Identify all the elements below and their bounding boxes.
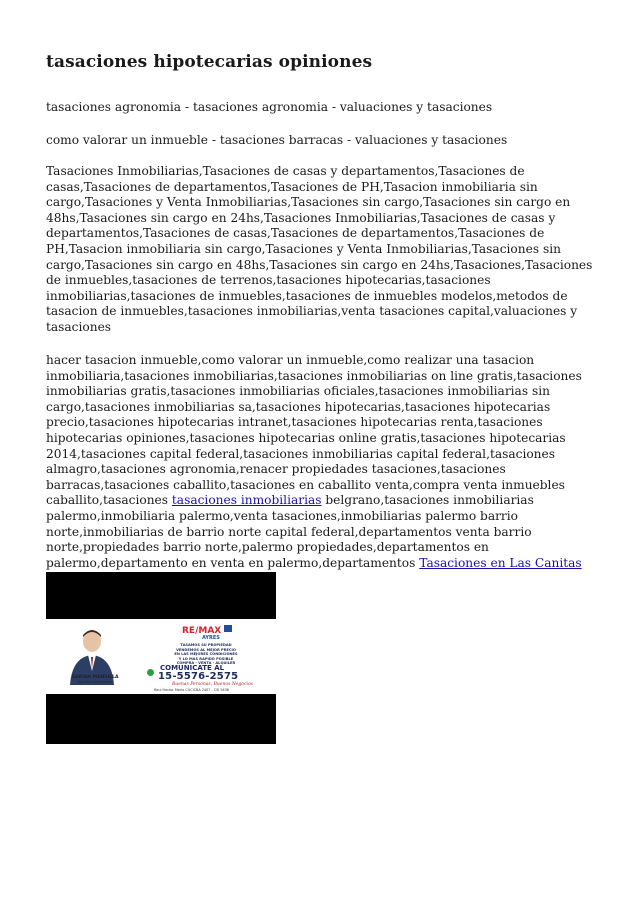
- paragraph-agronomia: tasaciones agronomia - tasaciones agronomia - valuaciones y tasaciones: [46, 100, 493, 114]
- ad-line: EN LAS MEJORES CONDICIONES: [174, 652, 238, 657]
- ad-line: Y LO MAS RAPIDO POSIBLE: [178, 656, 234, 661]
- paragraph-text: hacer tasacion inmueble,como valorar un inmueble,como realizar una tasacion inmobiliaria,tasaciones inmobiliarias,tasaciones inmobiliarias on line gratis,tasaciones inmobiliarias gratis,tasaciones inmobiliarias oficiales,tasaciones inmobiliarias sin cargo,tasaciones inmobiliarias sa,tasaciones hipotecarias,tasaciones hipotecarias precio,tasaciones hipotecarias intranet,tasaciones hipotecarias renta,tasaciones hipotecarias opiniones,tasaciones hipotecarias online gratis,tasaciones hipotecarias 2014,tasaciones capital federal,tasaciones inmobiliarias capital federal,tasaciones almagro,tasaciones agronomia,renacer propiedades tasaciones,tasaciones barracas,tasaciones caballito,tasaciones en caballito venta,compra venta inmuebles caballito,tasaciones: [46, 353, 582, 508]
- advertisement-image[interactable]: [46, 572, 276, 744]
- ad-slogan: Buenas Personas, Buenos Negocios: [172, 682, 253, 687]
- paragraph-barracas: como valorar un inmueble - tasaciones barracas - valuaciones y tasaciones: [46, 133, 508, 147]
- agent-name: ADRIAN MANSILLA Agente Inmobiliario: [71, 675, 119, 684]
- ad-line: COMPRA - VENTA - ALQUILER: [176, 661, 236, 666]
- remax-logo: [180, 624, 252, 640]
- ad-banner: [46, 619, 276, 694]
- ad-body-text: [146, 643, 266, 666]
- svg-text:AYRES: AYRES: [202, 635, 220, 640]
- paragraph-keywords-links: [46, 353, 594, 587]
- link-tasaciones-inmobiliarias[interactable]: tasaciones inmobiliarias: [171, 493, 322, 508]
- ad-phone: 15-5576-2575: [158, 671, 239, 682]
- page-title: tasaciones hipotecarias opiniones: [46, 52, 373, 72]
- link-tasaciones-las-canitas[interactable]: Tasaciones en Las Canitas: [419, 555, 582, 570]
- paragraph-keywords-list: Tasaciones Inmobiliarias,Tasaciones de casas y departamentos,Tasaciones de casas,Tasaciones de departamentos,Tasaciones de PH,Tasacion inmobiliaria sin cargo,Tasaciones y Venta Inmobiliarias,Tasaciones sin cargo,Tasaciones sin cargo en 48hs,Tasaciones sin cargo en 24hs,Tasaciones Inmobiliarias,Tasaciones de casas y departamentos,Tasaciones de casas,Tasaciones de departamentos,Tasaciones de PH,Tasacion inmobiliaria sin cargo,Tasaciones y Venta Inmobiliarias,Tasaciones sin cargo,Tasaciones sin cargo en 48hs,Tasaciones sin cargo en 24hs,Tasaciones,Tasaciones de inmuebles,tasaciones de terrenos,tasaciones hipotecarias,tasaciones inmobiliarias,tasaciones de inmuebles,tasaciones de inmuebles modelos,metodos de tasacion de inmuebles,tasaciones inmobiliarias,venta tasaciones capital,valuaciones y tasaciones: [46, 164, 593, 334]
- paragraph-text: belgrano,tasaciones inmobiliarias palermo,inmobiliaria palermo,venta tasaciones,inmobiliarias palermo barrio norte,inmobiliarias de barrio norte capital federal,departamentos venta barrio norte,propiedades barrio norte,palermo propiedades,departamentos en palermo,departamento en venta en palermo,departamentos: [46, 493, 534, 570]
- whatsapp-icon: [147, 669, 154, 676]
- svg-text:RE/MAX: RE/MAX: [182, 626, 222, 636]
- ad-line: TASAMOS SU PROPIEDAD: [180, 643, 232, 647]
- ad-cta: COMUNICATE AL: [160, 664, 225, 672]
- ad-line: VENDEMOS AL MEJOR PRECIO: [176, 647, 236, 652]
- ad-address: Raul Hector Merlo CUCICBA 2407 - CSI 5438: [154, 688, 229, 692]
